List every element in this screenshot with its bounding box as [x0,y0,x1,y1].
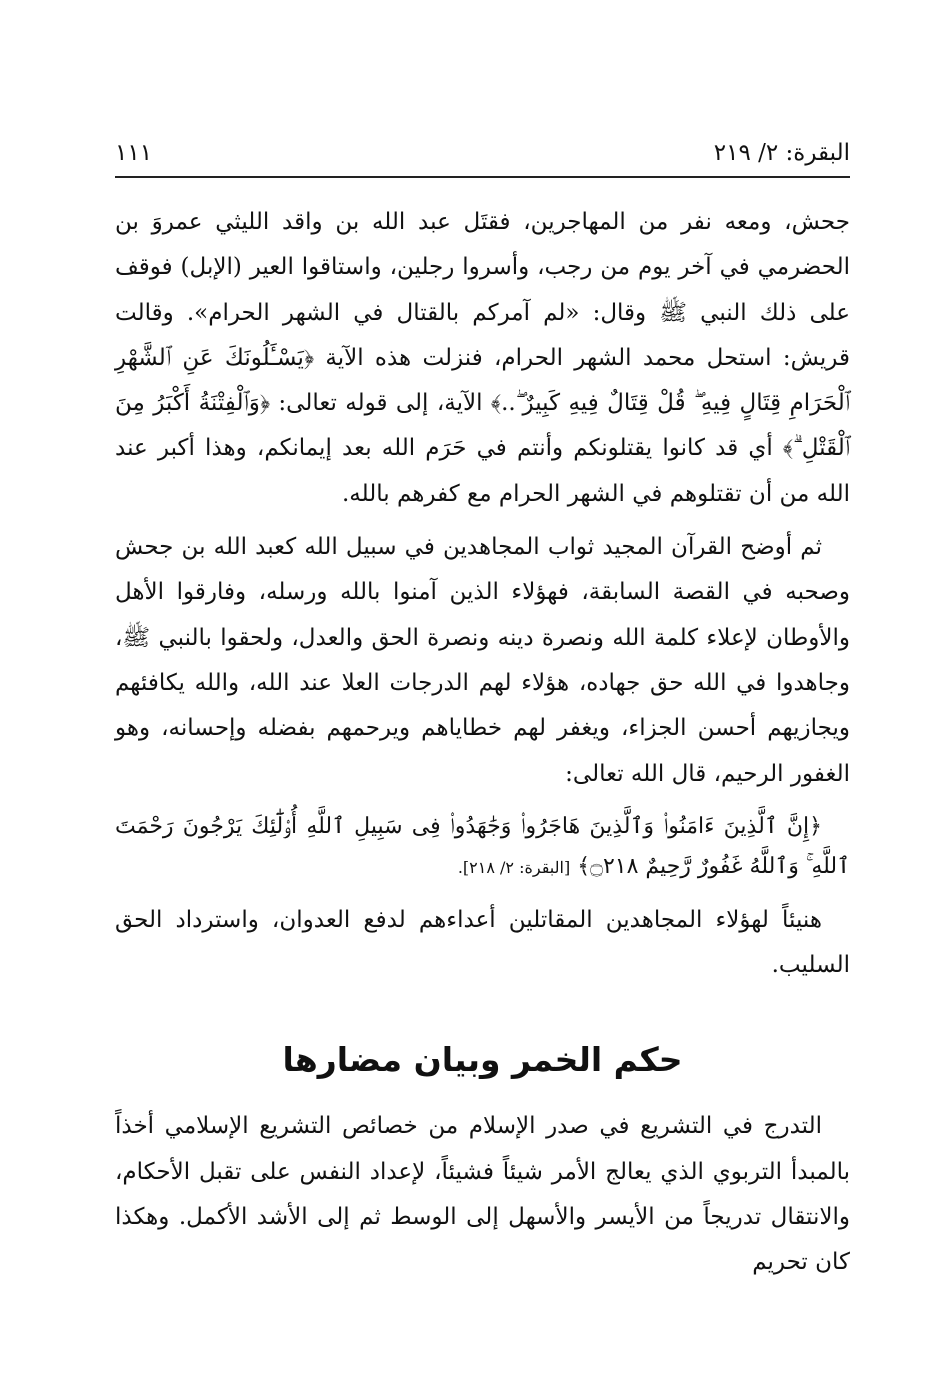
page-header [115,140,850,174]
paragraph-1: جحش، ومعه نفر من المهاجرين، فقتَل عبد الله بن واقد الليثي عمروَ بن الحضرمي في آخر يوم من رجب، وأسروا رجلين، واستاقوا العير (الإبل) فوقف على ذلك النبي ﷺ وقال: «لم آمركم بالقتال في الشهر الحرام». وقالت قريش: استحل محمد الشهر الحرام، فنزلت هذه الآية ﴿يَسْـَٔلُونَكَ عَنِ ٱلشَّهْرِ ٱلْحَرَامِ قِتَالٍ فِيهِ ۖ قُلْ قِتَالٌ فِيهِ كَبِيرٌ ۖ..﴾ الآية، إلى قوله تعالى: ﴿وَٱلْفِتْنَةُ أَكْبَرُ مِنَ ٱلْقَتْلِ ۗ﴾ أي قد كانوا يقتلونكم وأنتم في حَرَم الله بعد إيمانكم، وهذا أكبر عند الله من أن تقتلوهم في الشهر الحرام مع كفرهم بالله. [115,209,850,507]
section-title: حكم الخمر وبيان مضارها [282,1040,683,1080]
quran-verse-block [115,807,850,888]
paragraph-3: هنيئاً لهؤلاء المجاهدين المقاتلين أعداءهم لدفع العدوان، واسترداد الحق السليب. [115,906,850,979]
paragraph-4: التدرج في التشريع في صدر الإسلام من خصائص التشريع الإسلامي أخذاً بالمبدأ التربوي الذي يعالج الأمر شيئاً فشيئاً، لإعداد النفس على تقبل الأحكام، والانتقال تدريجاً من الأيسر والأسهل إلى الوسط ثم إلى الأشد الأكمل. وهكذا كان تحريم [115,1113,850,1276]
surah-reference: البقرة: ٢/ ٢١٩ [713,140,850,166]
header-rule [115,176,850,178]
page-number: ١١١ [115,140,153,166]
page-body [115,200,850,1286]
quran-verse: ﴿إِنَّ ٱلَّذِينَ ءَامَنُوا۟ وَٱلَّذِينَ هَاجَرُوا۟ وَجَٰهَدُوا۟ فِى سَبِيلِ ٱللَّهِ أُو۟لَٰٓئِكَ يَرْجُونَ رَحْمَتَ ٱللَّهِ ۚ وَٱللَّهُ غَفُورٌ رَّحِيمٌ ۝٢١٨﴾ [115,813,850,879]
quran-reference: [البقرة: ٢/ ٢١٨]. [457,857,571,877]
paragraph-2: ثم أوضح القرآن المجيد ثواب المجاهدين في سبيل الله كعبد الله بن جحش وصحبه في القصة السابقة، فهؤلاء الذين آمنوا بالله ورسله، وفارقوا الأهل والأوطان لإعلاء كلمة الله ونصرة دينه ونصرة الحق والعدل، ولحقوا بالنبي ﷺ، وجاهدوا في الله حق جهاده، هؤلاء لهم الدرجات العلا عند الله، والله يكافئهم ويجازيهم أحسن الجزاء، ويغفر لهم خطاياهم ويرحمهم بفضله وإحسانه، وهو الغفور الرحيم، قال الله تعالى: [115,534,850,787]
